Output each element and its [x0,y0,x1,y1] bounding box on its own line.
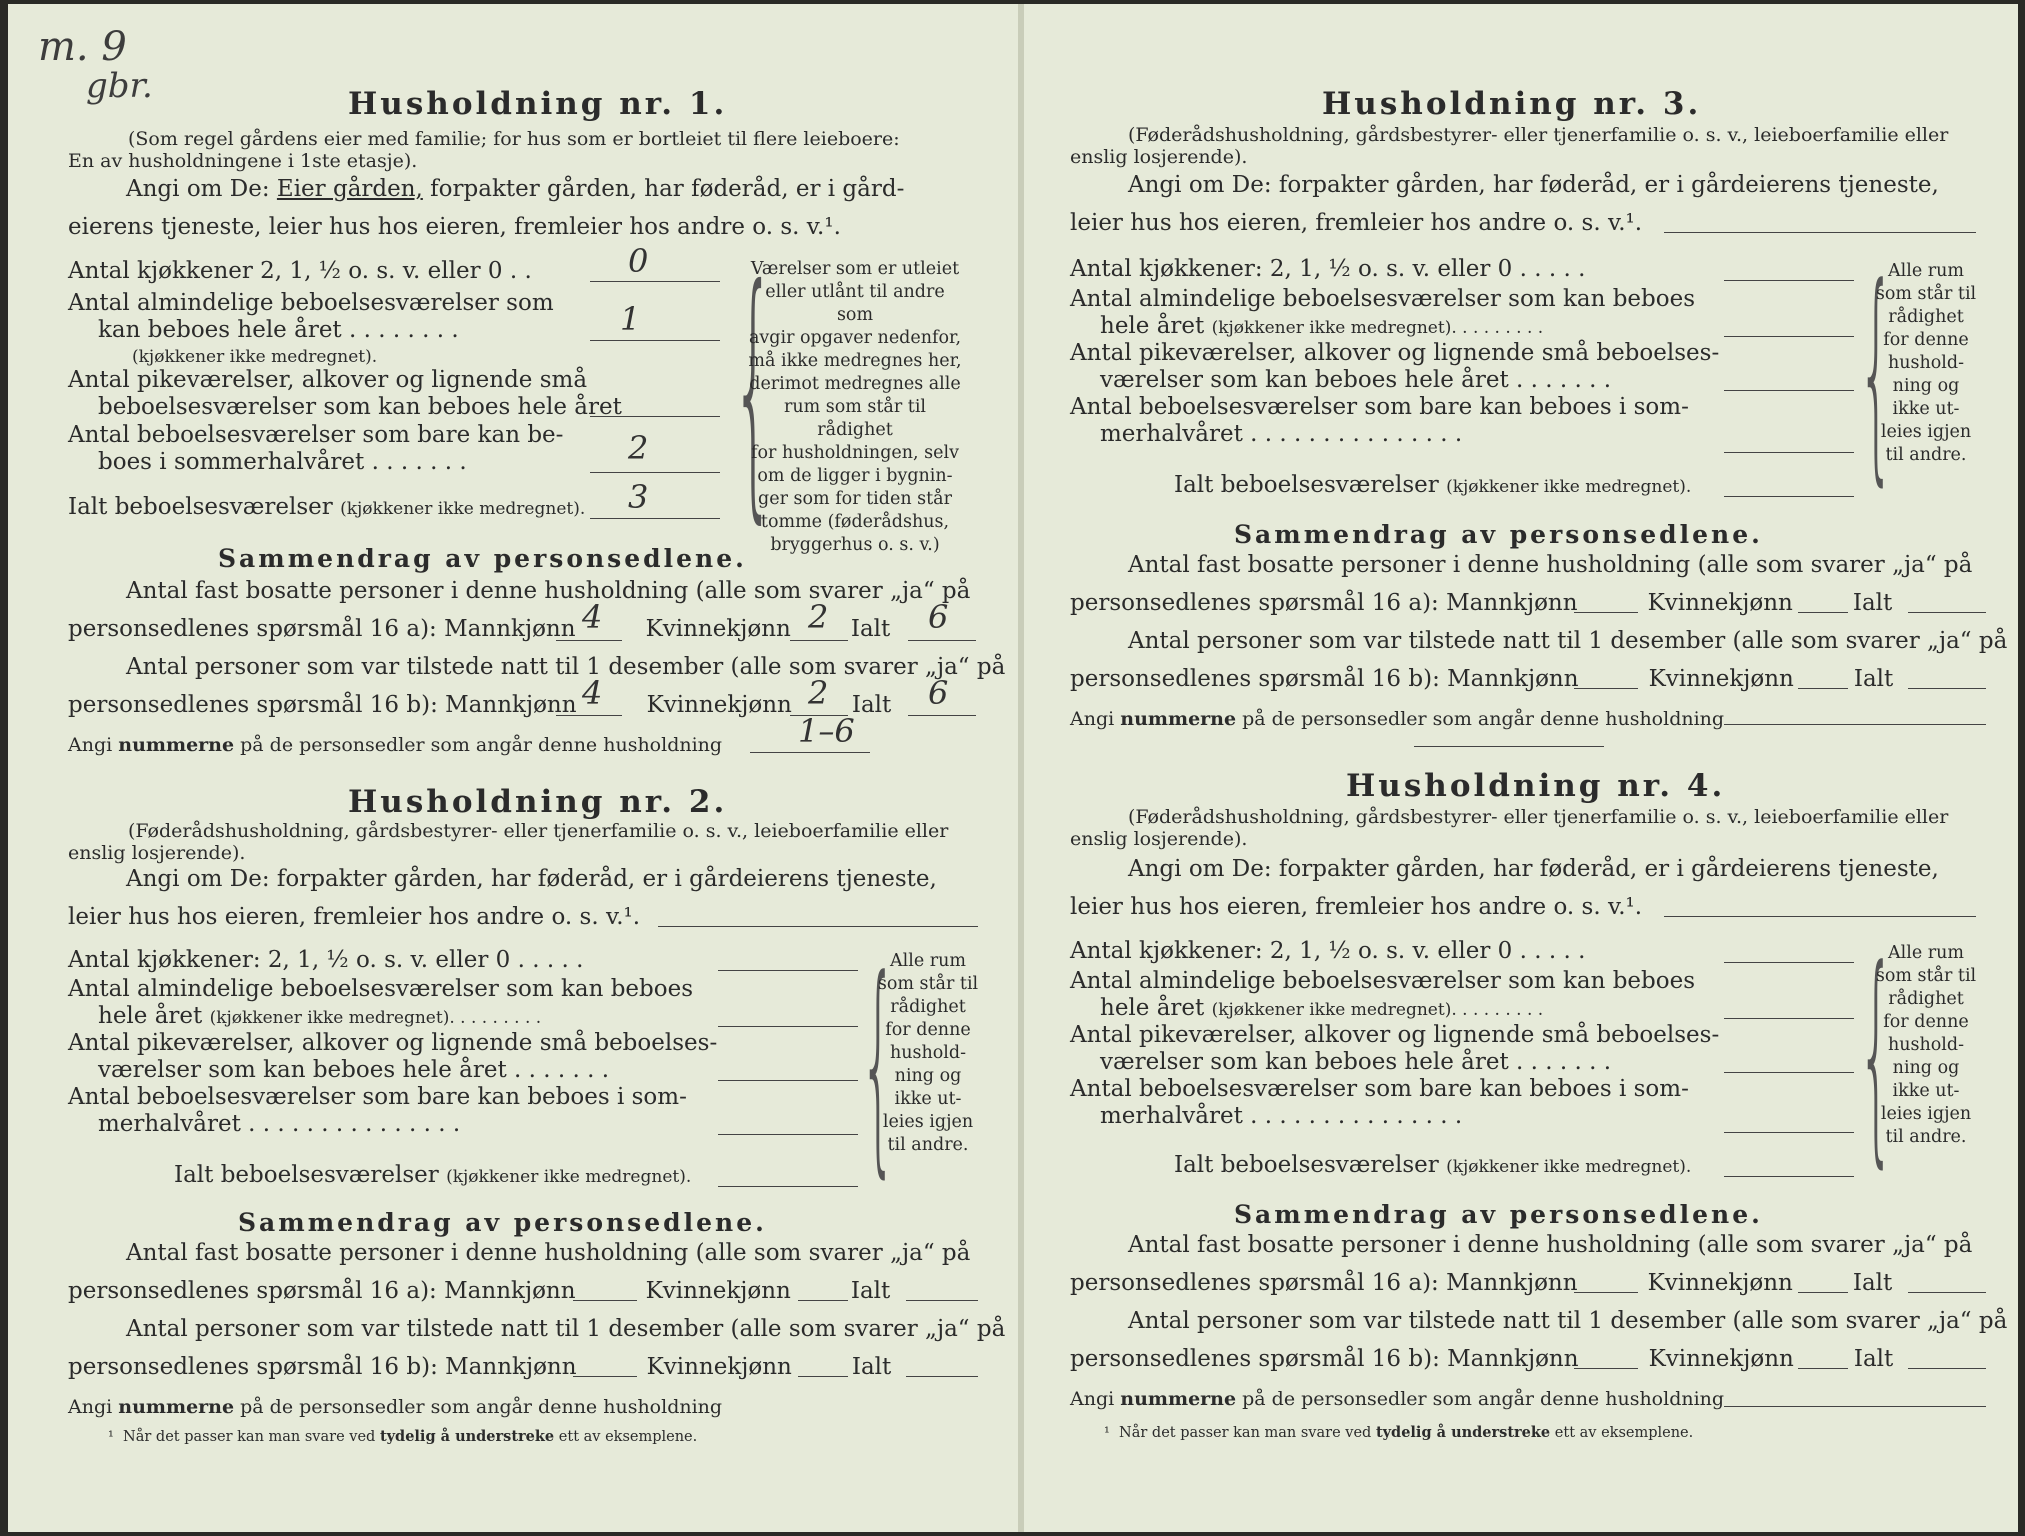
h1-rule-4 [590,472,720,473]
h3-s2-kv: Kvinnekjønn [1647,590,1793,616]
h4-title: Husholdning nr. 4. [1346,768,1726,804]
h3-rule-1 [1724,280,1854,281]
h2-title: Husholdning nr. 2. [348,784,728,820]
right-footnote-b: tydelig å understreke [1375,1424,1551,1441]
h3-side-note: Alle rum som står til rådighet for denne hushold- ning og ikke ut- leies igjen til andre. [1875,261,1977,465]
h4-rule-angi [1664,916,1976,917]
h3-rooms-label: hele året [1100,313,1205,339]
h1-rule-5 [590,518,720,519]
h1-angi-pre: Angi om De: [126,176,270,202]
h4-total-label: Ialt beboelsesværelser [1174,1152,1439,1178]
h1-s4 [68,692,891,719]
h4-rule-3 [1724,1072,1854,1073]
h3-rule-5 [1724,496,1854,497]
h3-nummer-pre: Angi [1070,708,1115,730]
h3-separator [1414,746,1604,747]
h2-row-summer-b: merhalvåret . . . . . . . . . . . . . . . [98,1111,461,1137]
h1-sub-2: En av husholdningene i 1ste etasje). [68,150,418,172]
h3-row-total [1174,472,1691,501]
h2-row-rooms-a: Antal almindelige beboelsesværelser som kan beboes [68,976,694,1002]
h4-s1: Antal fast bosatte personer i denne husholdning (alle som svarer „ja“ på [1128,1232,1973,1258]
h1-nummer-post: på de personsedler som angår denne husholdning [240,734,723,756]
h4-side-note: Alle rum som står til rådighet for denne hushold- ning og ikke ut- leies igjen til andre. [1875,943,1977,1147]
h3-row-maid-a: Antal pikeværelser, alkover og lignende små beboelses- [1070,340,1720,366]
h3-rule-nummer [1724,724,1986,725]
h1-s4-ialt: Ialt [851,692,892,718]
h2-s4-kv: Kvinnekjønn [646,1354,792,1380]
h1-s1: Antal fast bosatte personer i denne husholdning (alle som svarer „ja“ på [126,578,971,604]
right-footnote-post: ett av eksemplene. [1554,1425,1694,1441]
h4-s2-ialt: Ialt [1852,1270,1893,1296]
h4-rule-b-k [1798,1368,1848,1369]
h1-angi-choice: Eier gården, [276,176,423,202]
h1-value-rooms: 1 [620,300,641,338]
h1-angi-2: eierens tjeneste, leier hus hos eieren, fremleier hos andre o. s. v.¹. [68,214,841,240]
right-footnote-num: ¹ [1104,1425,1110,1441]
h2-rule-2 [718,1026,858,1027]
h1-value-summer: 2 [628,429,649,467]
left-footnote-pre: Når det passer kan man svare ved [123,1429,376,1445]
h1-s2-label: personsedlenes spørsmål 16 a): Mannkjønn [68,616,576,642]
h4-nummer-b: nummerne [1120,1388,1237,1410]
h4-nummer-pre: Angi [1070,1388,1115,1410]
h2-rule-b-t [906,1376,978,1377]
h2-brace: { [860,931,897,1198]
h3-s4-kv: Kvinnekjønn [1648,666,1794,692]
h2-nummer-post: på de personsedler som angår denne husholdning [240,1396,723,1418]
h2-row-summer-a: Antal beboelsesværelser som bare kan beboes i som- [68,1084,687,1110]
h1-brace: { [732,231,775,546]
h2-sub-1: (Føderådshusholdning, gårdsbestyrer- eller tjenerfamilie o. s. v., leieboerfamilie eller [128,820,949,842]
h4-rule-a-t [1908,1292,1986,1293]
h4-rooms-note: (kjøkkener ikke medregnet). . . . . . . . . [1211,1000,1544,1020]
h3-row-kitchens: Antal kjøkkener: 2, 1, ½ o. s. v. eller 0 . . . . . [1070,256,1586,282]
h4-brace: { [1858,921,1895,1188]
h3-s1: Antal fast bosatte personer i denne husholdning (alle som svarer „ja“ på [1128,552,1973,578]
h1-s3: Antal personer som var tilstede natt til 1 desember (alle som svarer „ja“ på [126,654,1006,680]
h4-s4-label: personsedlenes spørsmål 16 b): Mannkjønn [1070,1346,1579,1372]
h2-rule-a-k [798,1300,848,1301]
h4-s2-kv: Kvinnekjønn [1647,1270,1793,1296]
h1-total-label: Ialt beboelsesværelser [68,494,333,520]
h3-title: Husholdning nr. 3. [1322,86,1702,122]
h1-side-note: Værelser som er utleiet eller utlånt til andre som avgir opgaver nedenfor, må ikke medregnes her, derimot medregnes alle rum som står til rådighet for husholdningen, selv om de ligger i bygnin- ger som for tiden står tomme (føderådshus, bryggerhus o. s. v.) [748,259,962,555]
h2-rule-a-m [573,1300,637,1301]
h1-s4-label: personsedlenes spørsmål 16 b): Mannkjønn [68,692,577,718]
h2-rule-b-m [573,1376,637,1377]
h3-total-note: (kjøkkener ikke medregnet). [1446,477,1692,497]
h1-row-rooms-c: (kjøkkener ikke medregnet). [132,347,378,367]
h4-s4-kv: Kvinnekjønn [1648,1346,1794,1372]
h3-s2-label: personsedlenes spørsmål 16 a): Mannkjønn [1070,590,1578,616]
h4-rule-a-k [1798,1292,1848,1293]
h4-sub-2: enslig losjerende). [1070,828,1248,850]
h3-s4 [1070,666,1893,693]
h1-angi-1 [126,176,904,203]
h1-nummer [68,732,722,759]
h4-total-note: (kjøkkener ikke medregnet). [1446,1157,1692,1177]
h2-s3: Antal personer som var tilstede natt til 1 desember (alle som svarer „ja“ på [126,1316,1006,1342]
h1-a-k: 2 [808,598,829,636]
h2-nummer-b: nummerne [118,1396,235,1418]
h3-angi-2: leier hus hos eieren, fremleier hos andre o. s. v.¹. [1070,210,1643,236]
h1-rule-a-m [556,640,622,641]
h1-s2 [68,616,890,643]
h1-row-rooms-a: Antal almindelige beboelsesværelser som [68,290,554,316]
annotation-top: m. 9 [38,24,127,70]
h3-rule-3 [1724,390,1854,391]
h1-row-maid-b: beboelsesværelser som kan beboes hele året [98,394,622,420]
h1-b-m: 4 [582,674,603,712]
h1-row-rooms-b: kan beboes hele året . . . . . . . . [98,317,459,343]
h3-nummer-post: på de personsedler som angår denne husholdning [1242,708,1725,730]
h4-s4-ialt: Ialt [1853,1346,1894,1372]
annotation-bottom: gbr. [86,66,153,106]
h2-s4 [68,1354,891,1381]
h4-rule-a-m [1574,1292,1638,1293]
h2-row-kitchens: Antal kjøkkener: 2, 1, ½ o. s. v. eller 0 . . . . . [68,947,584,973]
h4-row-maid-a: Antal pikeværelser, alkover og lignende små beboelses- [1070,1022,1720,1048]
h2-rule-a-t [906,1300,978,1301]
h3-s2-ialt: Ialt [1852,590,1893,616]
h3-s3: Antal personer som var tilstede natt til 1 desember (alle som svarer „ja“ på [1128,628,2008,654]
h1-a-t: 6 [928,598,949,636]
h3-rule-b-t [1908,688,1986,689]
h2-angi-2: leier hus hos eieren, fremleier hos andre o. s. v.¹. [68,904,641,930]
h1-row-summer-b: boes i sommerhalvåret . . . . . . . [98,449,467,475]
h3-rule-b-k [1798,688,1848,689]
h3-brace: { [1858,239,1895,506]
h1-b-k: 2 [808,674,829,712]
h3-rule-a-m [1574,612,1638,613]
h4-s4 [1070,1346,1893,1373]
left-footnote-num: ¹ [108,1429,114,1445]
h4-sub-1: (Føderådshusholdning, gårdsbestyrer- eller tjenerfamilie o. s. v., leieboerfamilie eller [1128,806,1949,828]
h4-row-total [1174,1152,1691,1181]
left-footnote-post: ett av eksemplene. [558,1429,698,1445]
h3-s4-ialt: Ialt [1853,666,1894,692]
h2-s4-ialt: Ialt [851,1354,892,1380]
h2-s2 [68,1278,890,1305]
h2-rule-1 [718,970,858,971]
h3-sub-1: (Føderådshusholdning, gårdsbestyrer- eller tjenerfamilie o. s. v., leieboerfamilie eller [1128,124,1949,146]
h4-row-rooms-a: Antal almindelige beboelsesværelser som kan beboes [1070,968,1696,994]
h1-sub-1: (Som regel gårdens eier med familie; for hus som er bortleiet til flere leieboere: [128,128,900,150]
h1-angi-post: forpakter gården, har føderåd, er i gård- [430,176,905,202]
h1-row-total [68,494,585,523]
h2-sub-2: enslig losjerende). [68,842,246,864]
h3-angi-1: Angi om De: forpakter gården, har føderåd, er i gårdeierens tjeneste, [1128,172,1939,198]
h2-rule-b-k [798,1376,848,1377]
h3-sub-2: enslig losjerende). [1070,146,1248,168]
h1-summary-title: Sammendrag av personsedlene. [218,544,747,573]
h1-s2-ialt: Ialt [850,616,891,642]
h3-rooms-note: (kjøkkener ikke medregnet). . . . . . . . . [1211,318,1544,338]
h2-rule-angi [658,926,978,927]
h1-b-t: 6 [928,674,949,712]
h4-rule-1 [1724,962,1854,963]
h2-s4-label: personsedlenes spørsmål 16 b): Mannkjønn [68,1354,577,1380]
h3-nummer [1070,706,1724,733]
h1-nummer-b: nummerne [118,734,235,756]
h3-row-maid-b: værelser som kan beboes hele året . . . . . . . [1100,367,1612,393]
h1-row-summer-a: Antal beboelsesværelser som bare kan be- [68,422,564,448]
h3-total-label: Ialt beboelsesværelser [1174,472,1439,498]
h1-nummer-pre: Angi [68,734,113,756]
h3-s4-label: personsedlenes spørsmål 16 b): Mannkjønn [1070,666,1579,692]
h1-row-maid-a: Antal pikeværelser, alkover og lignende små [68,367,588,393]
h4-row-rooms-b [1100,995,1543,1024]
h2-total-label: Ialt beboelsesværelser [174,1162,439,1188]
h2-rooms-label: hele året [98,1003,203,1029]
h2-row-rooms-b [98,1003,541,1032]
h4-row-summer-b: merhalvåret . . . . . . . . . . . . . . . [1100,1103,1463,1129]
h1-nummer-val: 1–6 [798,712,855,750]
census-form-spread [8,4,2018,1532]
h1-rule-1 [590,281,720,282]
h2-row-total [174,1162,691,1191]
h3-row-summer-a: Antal beboelsesværelser som bare kan beboes i som- [1070,394,1689,420]
h2-side-note: Alle rum som står til rådighet for denne hushold- ning og ikke ut- leies igjen til andre. [877,951,979,1155]
h3-rule-angi [1664,232,1976,233]
h2-angi-1: Angi om De: forpakter gården, har føderåd, er i gårdeierens tjeneste, [126,866,937,892]
h2-s2-ialt: Ialt [850,1278,891,1304]
h2-rule-4 [718,1134,858,1135]
h3-rule-a-t [1908,612,1986,613]
h2-summary-title: Sammendrag av personsedlene. [238,1208,767,1237]
h4-nummer [1070,1386,1724,1413]
h2-nummer-pre: Angi [68,1396,113,1418]
h2-rule-3 [718,1080,858,1081]
h4-rule-5 [1724,1176,1854,1177]
h1-s2-kv: Kvinnekjønn [645,616,791,642]
left-footnote-b: tydelig å understreke [379,1428,555,1445]
h4-rule-4 [1724,1132,1854,1133]
right-footnote-pre: Når det passer kan man svare ved [1119,1425,1372,1441]
h4-s2 [1070,1270,1892,1297]
h3-rule-2 [1724,336,1854,337]
h1-s4-kv: Kvinnekjønn [646,692,792,718]
h2-row-maid-a: Antal pikeværelser, alkover og lignende små beboelses- [68,1030,718,1056]
h1-rule-a-t [908,640,976,641]
h2-s2-kv: Kvinnekjønn [645,1278,791,1304]
left-page [8,4,1018,1532]
h4-rule-nummer [1724,1406,1986,1407]
h4-angi-2: leier hus hos eieren, fremleier hos andre o. s. v.¹. [1070,894,1643,920]
h1-title: Husholdning nr. 1. [348,86,728,122]
h1-value-kitchens: 0 [628,242,649,280]
h2-nummer [68,1394,722,1421]
h2-total-note: (kjøkkener ikke medregnet). [446,1167,692,1187]
h3-rule-4 [1724,452,1854,453]
h4-s2-label: personsedlenes spørsmål 16 a): Mannkjønn [1070,1270,1578,1296]
h3-summary-title: Sammendrag av personsedlene. [1234,520,1763,549]
h4-row-maid-b: værelser som kan beboes hele året . . . . . . . [1100,1049,1612,1075]
h3-rule-a-k [1798,612,1848,613]
h1-a-m: 4 [582,598,603,636]
h4-s3: Antal personer som var tilstede natt til 1 desember (alle som svarer „ja“ på [1128,1308,2008,1334]
right-footnote [1104,1424,1693,1441]
h4-rule-b-t [1908,1368,1986,1369]
h1-rule-a-k [790,640,848,641]
h2-rooms-note: (kjøkkener ikke medregnet). . . . . . . . . [209,1008,542,1028]
h1-total-note: (kjøkkener ikke medregnet). [340,499,586,519]
h1-rule-3 [590,416,720,417]
right-page [1024,4,2018,1532]
h4-row-kitchens: Antal kjøkkener: 2, 1, ½ o. s. v. eller 0 . . . . . [1070,938,1586,964]
h4-rule-2 [1724,1018,1854,1019]
h3-nummer-b: nummerne [1120,708,1237,730]
h2-rule-5 [718,1186,858,1187]
h3-row-rooms-a: Antal almindelige beboelsesværelser som kan beboes [1070,286,1696,312]
h2-s1: Antal fast bosatte personer i denne husholdning (alle som svarer „ja“ på [126,1240,971,1266]
h4-rooms-label: hele året [1100,995,1205,1021]
h3-s2 [1070,590,1892,617]
h1-row-kitchens: Antal kjøkkener 2, 1, ½ o. s. v. eller 0 . . [68,258,532,284]
h3-row-rooms-b [1100,313,1543,342]
h4-rule-b-m [1574,1368,1638,1369]
h3-row-summer-b: merhalvåret . . . . . . . . . . . . . . . [1100,421,1463,447]
h2-row-maid-b: værelser som kan beboes hele året . . . . . . . [98,1057,610,1083]
h1-rule-b-t [908,715,976,716]
left-footnote [108,1428,697,1445]
h4-angi-1: Angi om De: forpakter gården, har føderåd, er i gårdeierens tjeneste, [1128,856,1939,882]
h1-rule-2 [590,340,720,341]
h1-rule-b-m [556,715,622,716]
h2-s2-label: personsedlenes spørsmål 16 a): Mannkjønn [68,1278,576,1304]
h4-summary-title: Sammendrag av personsedlene. [1234,1200,1763,1229]
h1-value-total: 3 [628,478,649,516]
h4-row-summer-a: Antal beboelsesværelser som bare kan beboes i som- [1070,1076,1689,1102]
h1-rule-nummer [750,752,870,753]
h4-nummer-post: på de personsedler som angår denne husholdning [1242,1388,1725,1410]
h3-rule-b-m [1574,688,1638,689]
